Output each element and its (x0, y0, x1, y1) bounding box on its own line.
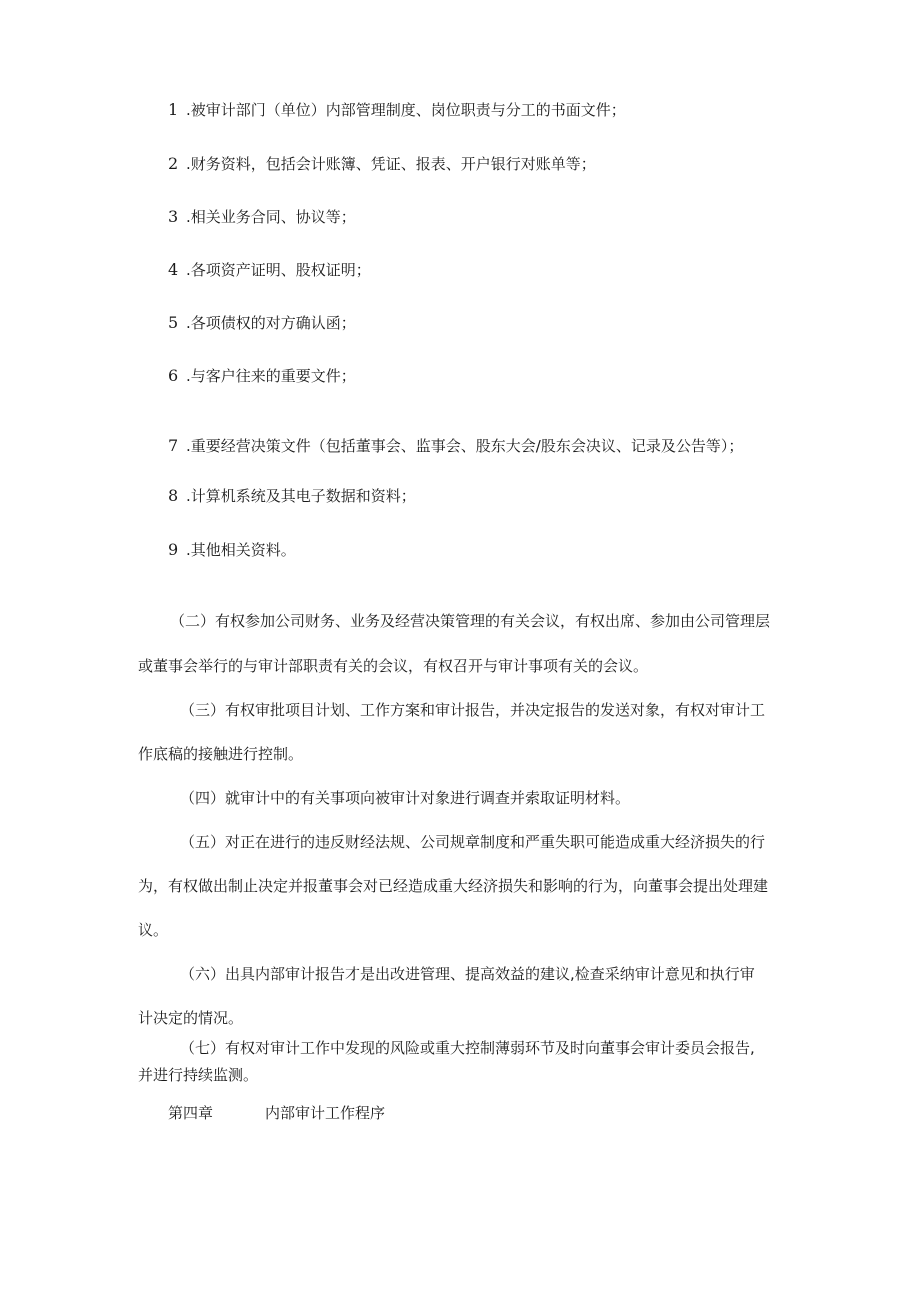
list-item (168, 154, 596, 174)
paragraph-line: （七）有权对审计工作中发现的风险或重大控制薄弱环节及时向董事会审计委员会报告, (180, 1039, 755, 1057)
list-item-text: .财务资料，包括会计账簿、凭证、报表、开户银行对账单等； (186, 155, 596, 173)
paragraph-line: （三）有权审批项目计划、工作方案和审计报告，并决定报告的发送对象，有权对审计工 (180, 701, 766, 719)
list-item (168, 100, 626, 120)
paragraph-line: （四）就审计中的有关事项向被审计对象进行调查并索取证明材料。 (180, 789, 631, 807)
list-item (168, 366, 356, 386)
paragraph-line: （六）出具内部审计报告才是出改进管理、提高效益的建议,检查采纳审计意见和执行审 (180, 965, 755, 983)
paragraph-line: （二）有权参加公司财务、业务及经营决策管理的有关会议，有权出席、参加由公司管理层 (170, 612, 771, 630)
list-item-number: 5 (168, 313, 179, 332)
list-item-number: 8 (168, 486, 179, 505)
list-item-number: 1 (168, 100, 179, 119)
list-item-text: .被审计部门（单位）内部管理制度、岗位职责与分工的书面文件； (186, 101, 626, 119)
list-item-number: 7 (168, 436, 179, 455)
list-item-text: .各项资产证明、股权证明； (186, 261, 371, 279)
list-item-number: 3 (168, 207, 179, 226)
list-item-text: .计算机系统及其电子数据和资料； (186, 487, 416, 505)
list-item-number: 9 (168, 540, 179, 559)
list-item (168, 436, 743, 456)
list-item (168, 486, 416, 506)
list-item-number: 4 (168, 260, 179, 279)
paragraph-line: 为，有权做出制止决定并报董事会对已经造成重大经济损失和影响的行为，向董事会提出处理建 (138, 877, 769, 895)
list-item (168, 260, 371, 280)
list-item (168, 313, 356, 333)
list-item (168, 540, 296, 560)
list-item-text: .相关业务合同、协议等； (186, 208, 356, 226)
list-item-text: .各项债权的对方确认函； (186, 314, 356, 332)
list-item-text: .其他相关资料。 (186, 541, 296, 559)
list-item (168, 207, 356, 227)
list-item-number: 6 (168, 366, 179, 385)
paragraph-line: 并进行持续监测。 (138, 1066, 259, 1084)
paragraph-line: 计决定的情况。 (138, 1009, 244, 1027)
chapter-heading (168, 1103, 385, 1123)
chapter-title: 内部审计工作程序 (265, 1104, 386, 1122)
list-item-text: .重要经营决策文件（包括董事会、监事会、股东大会/股东会决议、记录及公告等）； (186, 437, 744, 455)
paragraph-line: 作底稿的接触进行控制。 (138, 745, 304, 763)
paragraph-line: 议。 (138, 921, 169, 939)
paragraph-line: 或董事会举行的与审计部职责有关的会议，有权召开与审计事项有关的会议。 (138, 657, 649, 675)
chapter-number: 第四章 (168, 1104, 214, 1122)
paragraph-line: （五）对正在进行的违反财经法规、公司规章制度和严重失职可能造成重大经济损失的行 (180, 833, 766, 851)
list-item-number: 2 (168, 154, 179, 173)
list-item-text: .与客户往来的重要文件； (186, 367, 356, 385)
